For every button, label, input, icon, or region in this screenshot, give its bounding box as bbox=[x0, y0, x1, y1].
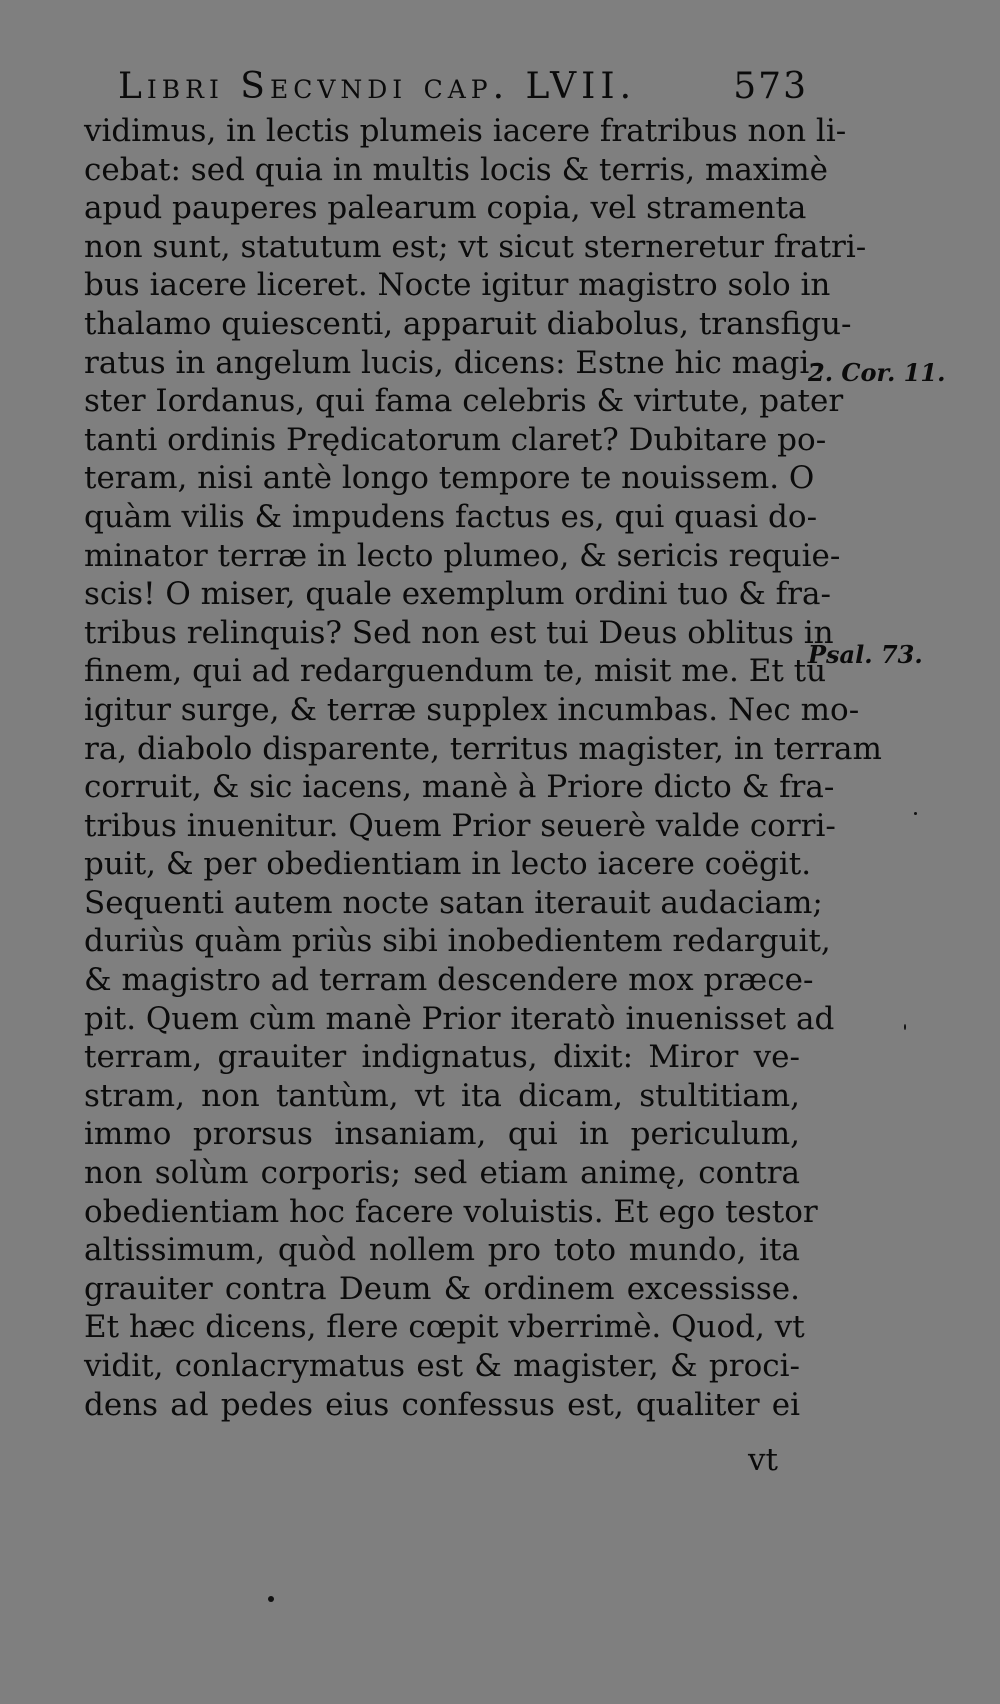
ink-speck bbox=[268, 1596, 274, 1602]
text-line: thalamo quiescenti, apparuit diabolus, transfigu- bbox=[84, 305, 852, 342]
text-line: finem, qui ad redarguendum te, misit me. Et tu bbox=[84, 653, 827, 690]
text-line: scis! O miser, quale exemplum ordini tuo & fra- bbox=[84, 576, 831, 613]
text-line: quàm vilis & impudens factus es, qui quasi do- bbox=[84, 498, 818, 535]
text-line: altissimum, quòd nollem pro toto mundo, ita bbox=[84, 1232, 800, 1269]
margin-note-scripture-ref: 2. Cor. 11. bbox=[808, 358, 946, 387]
text-line: pit. Quem cùm manè Prior iteratò inuenisset ad bbox=[84, 1000, 835, 1037]
text-line: tanti ordinis Prędicatorum claret? Dubitare po- bbox=[84, 421, 827, 458]
text-line: terram, grauiter indignatus, dixit: Miror ve- bbox=[84, 1039, 800, 1076]
text-line: teram, nisi antè longo tempore te nouissem. O bbox=[84, 460, 815, 497]
text-line: Sequenti autem nocte satan iterauit audaciam; bbox=[84, 884, 823, 921]
page-number: 573 bbox=[733, 66, 808, 107]
running-header bbox=[118, 66, 808, 114]
ink-speck bbox=[914, 812, 917, 815]
text-line: grauiter contra Deum & ordinem excessisse. bbox=[84, 1270, 800, 1307]
text-line: bus iacere liceret. Nocte igitur magistro solo in bbox=[84, 267, 831, 304]
text-line: stram, non tantùm, vt ita dicam, stultitiam, bbox=[84, 1077, 800, 1114]
text-line: corruit, & sic iacens, manè à Priore dicto & fra- bbox=[84, 769, 835, 806]
text-line: vidit, conlacrymatus est & magister, & proci- bbox=[84, 1348, 800, 1384]
text-line: minator terræ in lecto plumeo, & sericis requie- bbox=[84, 537, 841, 574]
text-line: igitur surge, & terræ supplex incumbas. Nec mo- bbox=[84, 691, 860, 728]
text-line: dens ad pedes eius confessus est, qualiter ei bbox=[84, 1386, 800, 1423]
text-line: ra, diabolo disparente, territus magister, in terram bbox=[84, 730, 882, 767]
text-line: tribus inuenitur. Quem Prior seuerè valde corri- bbox=[84, 807, 836, 844]
text-line: & magistro ad terram descendere mox præce- bbox=[84, 962, 814, 999]
text-line: apud pauperes palearum copia, vel stramenta bbox=[84, 190, 807, 227]
text-line: cebat: sed quia in multis locis & terris, maximè bbox=[84, 151, 828, 188]
text-line: obedientiam hoc facere voluistis. Et ego testor bbox=[84, 1193, 818, 1230]
margin-note-scripture-ref: Psal. 73. bbox=[808, 640, 923, 669]
text-line: duriùs quàm priùs sibi inobedientem redarguit, bbox=[84, 923, 831, 960]
text-line: tribus relinquis? Sed non est tui Deus oblitus in bbox=[84, 614, 834, 651]
text-line: non sunt, statutum est; vt sicut sterneretur fratri- bbox=[84, 228, 867, 265]
text-line: ster Iordanus, qui fama celebris & virtute, pater bbox=[84, 383, 844, 420]
text-line: puit, & per obedientiam in lecto iacere coëgit. bbox=[84, 846, 812, 883]
ink-speck bbox=[904, 1024, 906, 1030]
running-title: Libri Secvndi cap. LVII. bbox=[118, 66, 637, 107]
catchword: vt bbox=[748, 1442, 778, 1478]
text-line: non solùm corporis; sed etiam animę, contra bbox=[84, 1155, 800, 1192]
text-line: ratus in angelum lucis, dicens: Estne hic magi- bbox=[84, 344, 820, 381]
text-line: vidimus, in lectis plumeis iacere fratribus non li- bbox=[84, 113, 847, 149]
text-line: Et hæc dicens, flere cœpit vberrimè. Quod, vt bbox=[84, 1309, 805, 1346]
text-line: immo prorsus insaniam, qui in periculum, bbox=[84, 1116, 800, 1153]
